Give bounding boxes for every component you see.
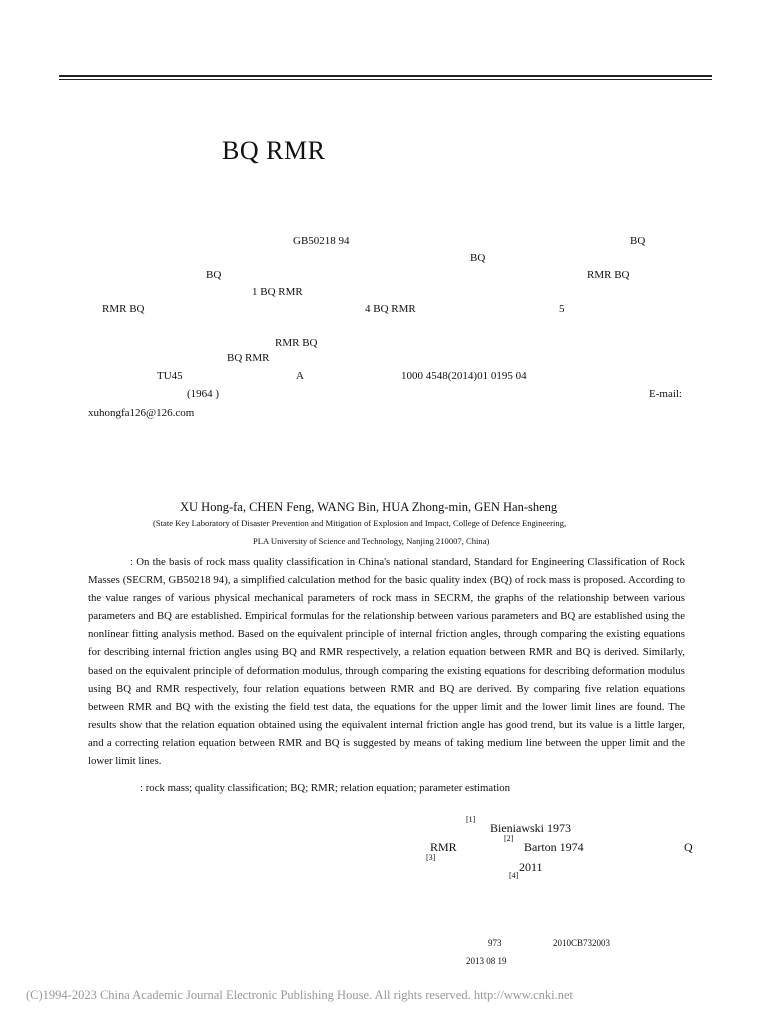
fund-project: 973 [488,938,502,948]
cn-abstract-fragment: 4 BQ RMR [365,303,416,315]
intro-ref [509,871,519,889]
intro-ref [466,815,476,833]
en-affiliation: (State Key Laboratory of Disaster Prevention and Mitigation of Explosion and Impact, College of Defence Engineering, [153,518,567,528]
paper-title: BQ RMR [222,136,326,165]
cn-abstract-fragment: GB50218 94 [293,235,350,247]
article-id: 1000 4548(2014)01 0195 04 [401,370,527,382]
header-rule-bottom [59,79,712,80]
citation-4: [4] [509,871,519,880]
cn-abstract-fragment: RMR BQ [102,303,145,315]
cn-keywords-fragment: RMR BQ [275,337,318,349]
intro-fragment: Bieniawski 1973 [490,821,571,835]
document-code: A [296,370,304,382]
fund-number: 2010CB732003 [553,938,611,948]
intro-fragment: RMR [430,840,457,854]
cn-abstract-fragment: RMR BQ [587,269,630,281]
email-label: E-mail: [649,388,682,400]
intro-fragment: Q [684,840,693,854]
en-abstract-text: : On the basis of rock mass quality classification in China's national standard, Standard for Engineering Classification of Rock Masses (SECRM, GB50218 94), a simplified calculation method for the basic quality index (BQ) of rock mass is proposed. According to the value ranges of various physical mechanical parameters of rock mass in SECRM, the graphs of the relationship between various parameters and BQ are established. Empirical formulas for the relationship between various parameters and BQ are established using the nonlinear fitting analysis method. Based on the equivalent principle of internal friction angles, through comparing the existing equations for describing internal friction angles using BQ and RMR respectively, a relation equation between RMR and BQ is derived. Similarly, based on the equivalent principle of deformation modulus, through comparing the existing equations for describing deformation modulus using BQ and RMR respectively, four relation equations between RMR and BQ are derived. By comparing five relation equations between RMR and BQ with the existing the field test data, the equations for the upper limit and the lower limit lines are found. The results show that the relation equation obtained using the equivalent internal friction angle has good trend, but its value is a little larger, and a correcting relation equation between RMR and BQ is suggested by means of taking medium line between the upper limit and the lower limit lines. [88,556,685,768]
cn-abstract-fragment: 5 [559,303,565,315]
intro-fragment: Barton 1974 [524,840,584,854]
header-rule-top [59,75,712,77]
intro-ref [426,853,436,871]
copyright-notice: (C)1994-2023 China Academic Journal Electronic Publishing House. All rights reserved. http://www.cnki.net [26,988,574,1002]
cn-keywords-fragment: BQ RMR [227,352,270,364]
citation-3: [3] [426,853,436,862]
email-address[interactable]: xuhongfa126@126.com [88,407,195,419]
cn-abstract-fragment: 1 BQ RMR [252,286,303,298]
cn-abstract-fragment: BQ [470,252,486,264]
author-bio: (1964 ) [187,388,220,400]
en-authors: XU Hong-fa, CHEN Feng, WANG Bin, HUA Zhong-min, GEN Han-sheng [180,500,558,514]
received-date: 2013 08 19 [466,956,507,966]
cn-abstract-fragment: BQ [206,269,222,281]
en-affiliation: PLA University of Science and Technology, Nanjing 210007, China) [253,536,490,546]
intro-ref [504,834,514,852]
cn-abstract-fragment: BQ [630,235,646,247]
citation-2: [2] [504,834,514,843]
en-abstract [88,553,685,770]
citation-1: [1] [466,815,476,824]
intro-fragment: 2011 [519,860,543,874]
en-keywords: : rock mass; quality classification; BQ; RMR; relation equation; parameter estimation [140,782,511,794]
clc-number: TU45 [157,370,183,382]
